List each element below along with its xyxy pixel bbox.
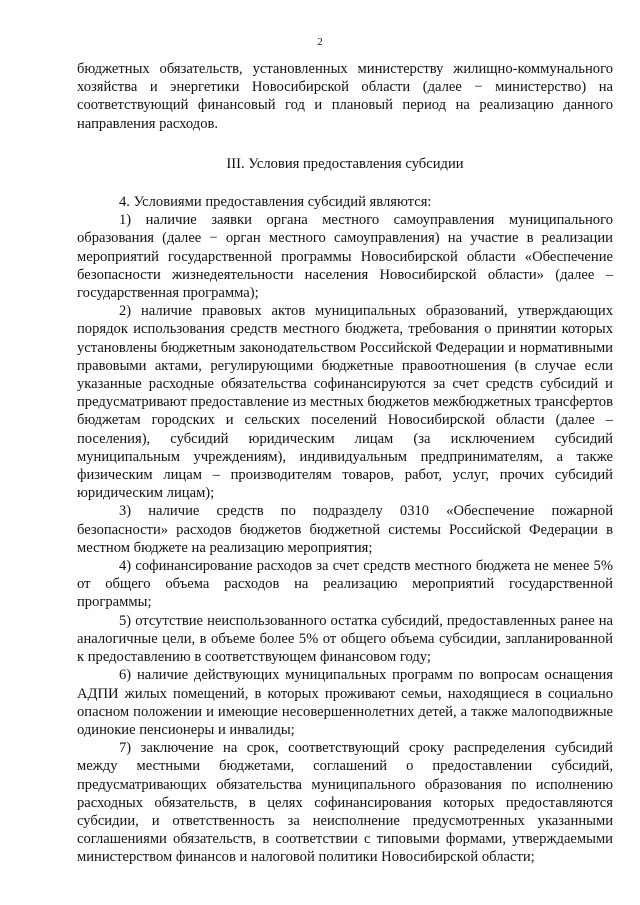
- paragraph-item-7: 7) заключение на срок, соответствующий сроку распределения субсидий между местными бюджетами, соглашений о предоставлении субсидий, предусматривающих обязательства муниципального образования по исполнению расходных обязательств, в целях софинансирования которых предоставляются субсидии, и ответственность за неисполнение предусмотренных указанными соглашениями обязательств, в соответствии с типовыми формами, утверждаемыми министерством финансов и налоговой политики Новосибирской области;: [77, 740, 613, 866]
- page-number: 2: [317, 36, 323, 48]
- document-body: [77, 60, 613, 867]
- paragraph-continuation: бюджетных обязательств, установленных министерству жилищно-коммунального хозяйства и энергетики Новосибирской области (далее − министерство) на соответствующий финансовый год и плановый период на реализацию данного направления расходов.: [77, 61, 613, 132]
- paragraph-item-3: 3) наличие средств по подразделу 0310 «Обеспечение пожарной безопасности» расходов бюджетов бюджетной системы Российской Федерации в местном бюджете на реализацию мероприятия;: [77, 503, 613, 556]
- paragraph-item-1: 1) наличие заявки органа местного самоуправления муниципального образования (далее − орган местного самоуправления) на участие в реализации мероприятий государственной программы Новосибирской области «Обеспечение безопасности жизнедеятельности населения Новосибирской области» (далее – государственная программа);: [77, 212, 613, 302]
- paragraph-item-6: 6) наличие действующих муниципальных программ по вопросам оснащения АДПИ жилых помещений, в которых проживают семьи, находящиеся в социально опасном положении и имеющие несовершеннолетних детей, а также малоподвижные одинокие пенсионеры и инвалиды;: [77, 667, 613, 738]
- section-heading: III. Условия предоставления субсидии: [226, 155, 464, 172]
- paragraph-intro: 4. Условиями предоставления субсидий являются:: [119, 194, 432, 211]
- paragraph-item-4: 4) софинансирование расходов за счет средств местного бюджета не менее 5% от общего объема расходов на реализацию мероприятий государственной программы;: [77, 558, 613, 611]
- paragraph-item-2: 2) наличие правовых актов муниципальных образований, утверждающих порядок использования средств местного бюджета, требования о принятии которых установлены бюджетным законодательством Российской Федерации и нормативными правовыми актами, регулирующими бюджетные правоотношения (в случае если указанные расходные обязательства софинансируются за счет средств субсидий и предусматривают предоставление из местных бюджетов межбюджетных трансфертов бюджетам городских и сельских поселений Новосибирской области (далее – поселения), субсидий юридическим лицам (за исключением субсидий муниципальным учреждениям), индивидуальным предпринимателям, а также физическим лицам – производителям товаров, работ, услуг, прочих субсидий юридическим лицам);: [77, 303, 613, 502]
- paragraph-item-5: 5) отсутствие неиспользованного остатка субсидий, предоставленных ранее на аналогичные цели, в объеме более 5% от общего объема субсидии, запланированной к предоставлению в соответствующем финансовом году;: [77, 612, 613, 666]
